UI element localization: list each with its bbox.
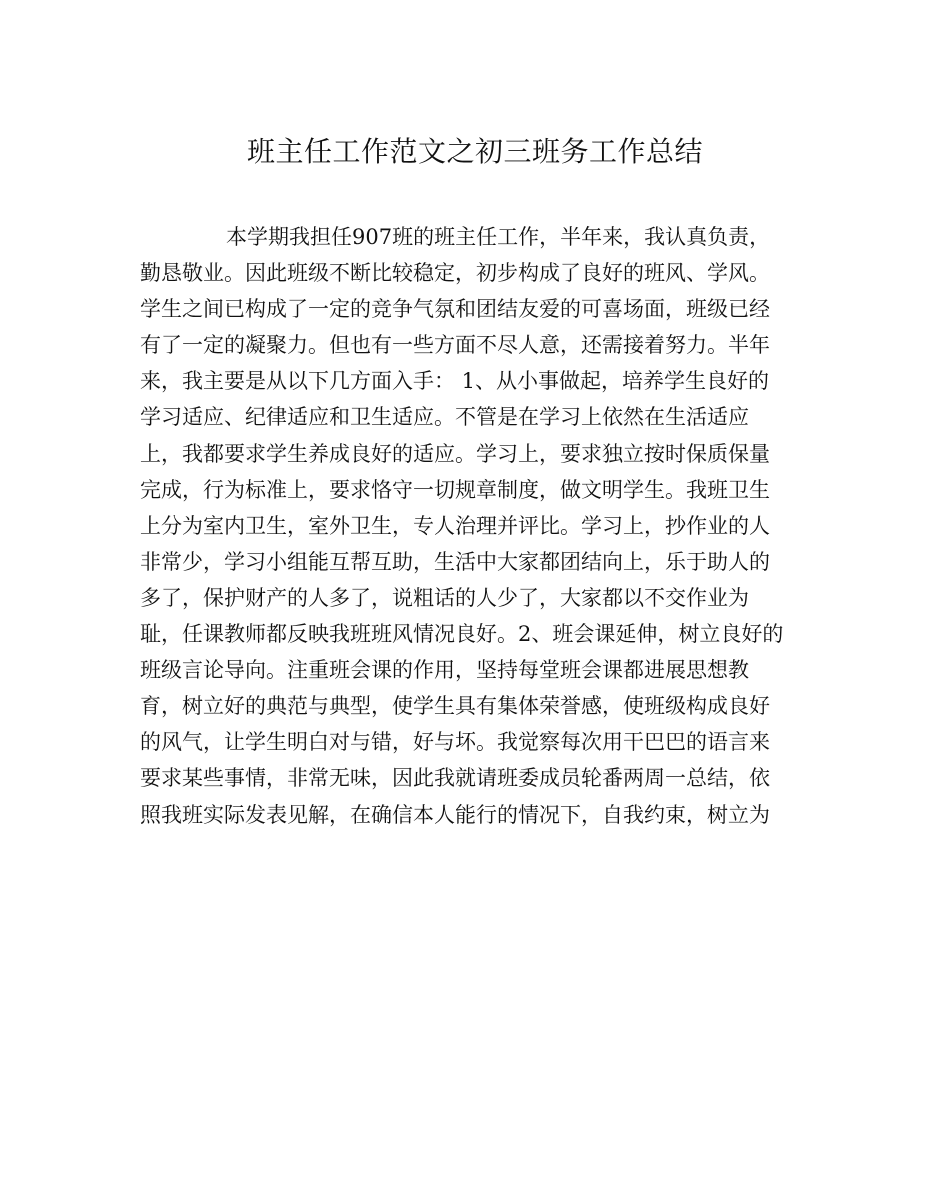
paragraph-line: 学生之间已构成了一定的竞争气氛和团结友爱的可喜场面，班级已经 xyxy=(140,297,770,322)
paragraph-line: 上，我都要求学生养成良好的适应。学习上，要求独立按时保质保量 xyxy=(140,441,770,466)
paragraph-line: 上分为室内卫生，室外卫生，专人治理并评比。学习上，抄作业的人 xyxy=(140,513,770,538)
paragraph-line: 非常少，学习小组能互帮互助，生活中大家都团结向上，乐于助人的 xyxy=(140,549,770,574)
paragraph-line: 耻，任课教师都反映我班班风情况良好。2、班会课延伸，树立良好的 xyxy=(140,622,784,647)
paragraph-line: 有了一定的凝聚力。但也有一些方面不尽人意，还需接着努力。半年 xyxy=(140,333,770,358)
paragraph-line: 照我班实际发表见解，在确信本人能行的情况下，自我约束，树立为 xyxy=(140,802,770,827)
document-body xyxy=(140,219,820,833)
paragraph-line: 的风气，让学生明白对与错，好与坏。我觉察每次用干巴巴的语言来 xyxy=(140,730,770,755)
document-title: 班主任工作范文之初三班务工作总结 xyxy=(246,135,703,168)
paragraph-line: 来，我主要是从以下几方面入手： 1、从小事做起，培养学生良好的 xyxy=(140,369,770,394)
paragraph-line: 要求某些事情，非常无味，因此我就请班委成员轮番两周一总结，依 xyxy=(140,766,770,791)
paragraph-line: 班级言论导向。注重班会课的作用，坚持每堂班会课都进展思想教 xyxy=(140,658,749,683)
paragraph-line: 学习适应、纪律适应和卫生适应。不管是在学习上依然在生活适应 xyxy=(140,405,749,430)
paragraph-line: 勤恳敬业。因此班级不断比较稳定，初步构成了良好的班风、学风。 xyxy=(140,261,770,286)
paragraph-line: 完成，行为标准上，要求恪守一切规章制度，做文明学生。我班卫生 xyxy=(140,477,770,502)
paragraph-line: 多了，保护财产的人多了，说粗话的人少了，大家都以不交作业为 xyxy=(140,585,749,610)
paragraph-line: 育，树立好的典范与典型，使学生具有集体荣誉感，使班级构成良好 xyxy=(140,694,770,719)
paragraph-line: 本学期我担任907班的班主任工作，半年来，我认真负责， xyxy=(226,225,771,249)
